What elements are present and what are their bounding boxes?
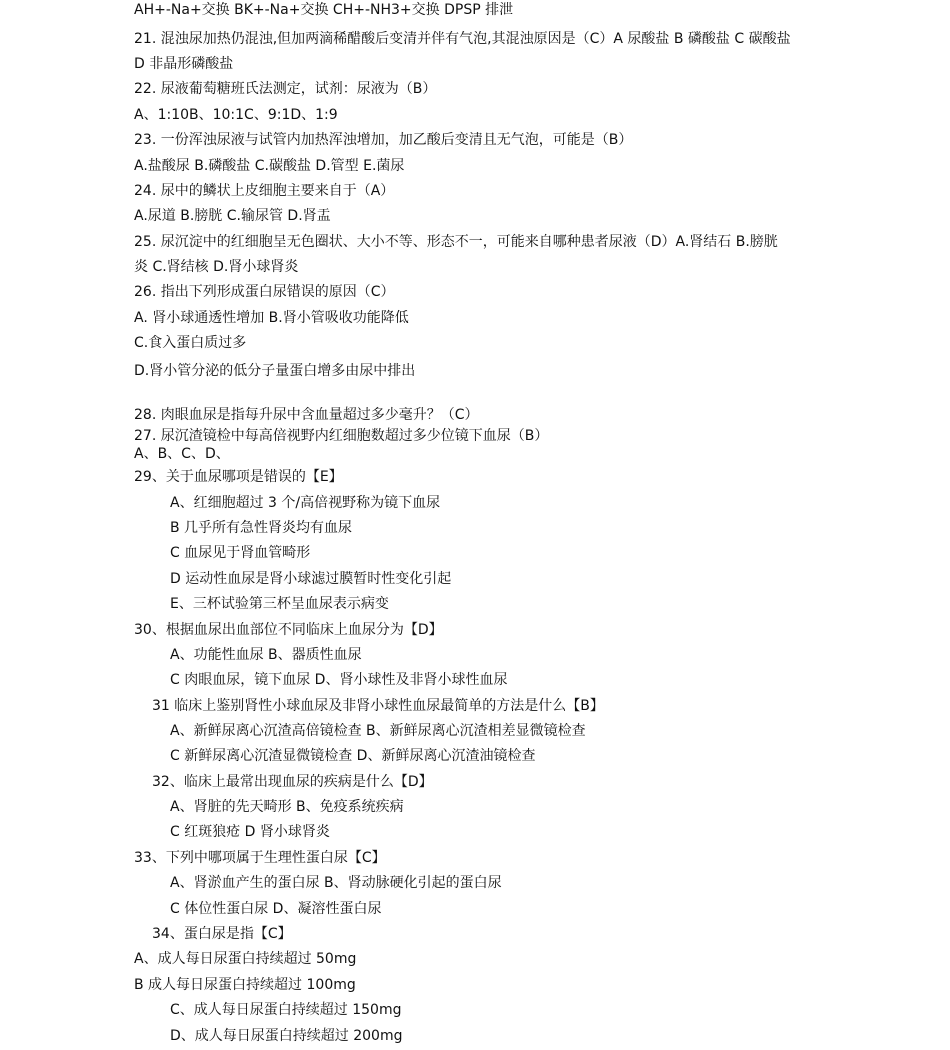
- question-34: 34、蛋白尿是指【C】: [152, 926, 292, 942]
- text-line: A.盐酸尿 B.磷酸盐 C.碳酸盐 D.管型 E.菌尿: [134, 158, 405, 174]
- question-26: 26. 指出下列形成蛋白尿错误的原因（C）: [134, 284, 395, 300]
- question-32: 32、临床上最常出现血尿的疾病是什么【D】: [152, 774, 433, 790]
- text-line: D 非晶形磷酸盐: [134, 56, 234, 72]
- text-line: AH+-Na+交换 BK+-Na+交换 CH+-NH3+交换 DPSP 排泄: [134, 2, 514, 18]
- question-28: 28. 肉眼血尿是指每升尿中含血量超过多少毫升？（C）: [134, 407, 479, 423]
- text-line: 炎 C.肾结核 D.肾小球肾炎: [134, 259, 299, 275]
- option-line: A、成人每日尿蛋白持续超过 50mg: [134, 951, 357, 967]
- question-24: 24. 尿中的鳞状上皮细胞主要来自于（A）: [134, 183, 395, 199]
- question-31: 31 临床上鉴别肾性小球血尿及非肾小球性血尿最简单的方法是什么【B】: [152, 698, 604, 714]
- option-line: E、三杯试验第三杯呈血尿表示病变: [170, 596, 389, 612]
- option-line: C 血尿见于肾血管畸形: [170, 545, 311, 561]
- option-line: C 新鲜尿离心沉渣显微镜检查 D、新鲜尿离心沉渣油镜检查: [170, 748, 536, 764]
- option-line: A、新鲜尿离心沉渣高倍镜检查 B、新鲜尿离心沉渣相差显微镜检查: [170, 723, 586, 739]
- question-21: 21. 混浊尿加热仍混浊,但加两滴稀醋酸后变清并伴有气泡,其混浊原因是（C）A 尿酸盐 B 磷酸盐 C 碳酸盐: [134, 31, 791, 47]
- option-line: D、成人每日尿蛋白持续超过 200mg: [170, 1028, 403, 1044]
- question-23: 23. 一份浑浊尿液与试管内加热浑浊增加，加乙酸后变清且无气泡，可能是（B）: [134, 132, 633, 148]
- option-line: A、功能性血尿 B、器质性血尿: [170, 647, 362, 663]
- option-line: A、红细胞超过 3 个/高倍视野称为镜下血尿: [170, 495, 441, 511]
- option-line: A、肾脏的先天畸形 B、免疫系统疾病: [170, 799, 404, 815]
- option-line: A、肾淤血产生的蛋白尿 B、肾动脉硬化引起的蛋白尿: [170, 875, 502, 891]
- text-line: A. 肾小球通透性增加 B.肾小管吸收功能降低: [134, 310, 409, 326]
- question-27: 27. 尿沉渣镜检中每高倍视野内红细胞数超过多少位镜下血尿（B）: [134, 428, 549, 444]
- question-22: 22. 尿液葡萄糖班氏法测定，试剂：尿液为（B）: [134, 81, 437, 97]
- option-line: C 体位性蛋白尿 D、凝溶性蛋白尿: [170, 901, 382, 917]
- text-line: C.食入蛋白质过多: [134, 335, 247, 351]
- text-line: A.尿道 B.膀胱 C.输尿管 D.肾盂: [134, 208, 331, 224]
- question-33: 33、下列中哪项属于生理性蛋白尿【C】: [134, 850, 386, 866]
- option-line: B 成人每日尿蛋白持续超过 100mg: [134, 977, 356, 993]
- question-25: 25. 尿沉淀中的红细胞呈无色圈状、大小不等、形态不一，可能来自哪种患者尿液（D）A.肾结石 B.膀胱: [134, 234, 778, 250]
- question-29: 29、关于血尿哪项是错误的【E】: [134, 469, 343, 485]
- option-line: C 肉眼血尿，镜下血尿 D、肾小球性及非肾小球性血尿: [170, 672, 508, 688]
- question-30: 30、根据血尿出血部位不同临床上血尿分为【D】: [134, 622, 443, 638]
- text-line: A、B、C、D、: [134, 446, 230, 462]
- option-line: C、成人每日尿蛋白持续超过 150mg: [170, 1002, 402, 1018]
- text-line: D.肾小管分泌的低分子量蛋白增多由尿中排出: [134, 363, 416, 379]
- option-line: D 运动性血尿是肾小球滤过膜暂时性变化引起: [170, 571, 452, 587]
- text-line: A、1:10B、10:1C、9:1D、1:9: [134, 107, 338, 123]
- option-line: C 红斑狼疮 D 肾小球肾炎: [170, 824, 330, 840]
- option-line: B 几乎所有急性肾炎均有血尿: [170, 520, 353, 536]
